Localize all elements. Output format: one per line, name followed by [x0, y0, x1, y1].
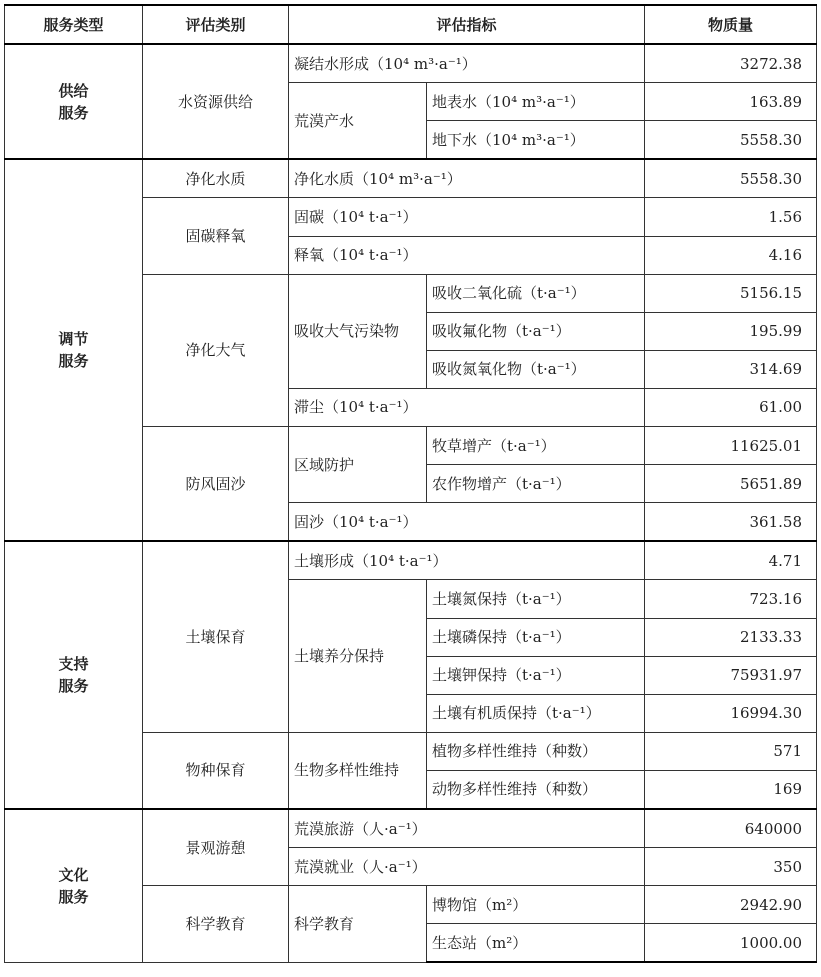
value-grass: 11625.01	[645, 427, 817, 465]
value-soil-p: 2133.33	[645, 618, 817, 656]
value-museum: 2942.90	[645, 886, 817, 924]
category-windbreak: 防风固沙	[143, 427, 289, 542]
table-row	[5, 809, 817, 848]
indicator-biodiversity: 生物多样性维持	[289, 732, 427, 809]
table-row	[5, 44, 817, 83]
table-row	[5, 159, 817, 198]
indicator-absorb-pollutants: 吸收大气污染物	[289, 274, 427, 388]
value-absorb-nox: 314.69	[645, 350, 817, 388]
table-container	[4, 4, 817, 963]
indicator-crop: 农作物增产（t·a⁻¹）	[427, 465, 645, 503]
indicator-desert-job: 荒漠就业（人·a⁻¹）	[289, 848, 645, 886]
indicator-soil-k: 土壤钾保持（t·a⁻¹）	[427, 656, 645, 694]
value-oxygen-release: 4.16	[645, 236, 817, 274]
indicator-region-protect: 区域防护	[289, 427, 427, 503]
indicator-ground-water: 地下水（10⁴ m³·a⁻¹）	[427, 121, 645, 160]
service-type-supply	[5, 44, 143, 159]
indicator-purify-water: 净化水质（10⁴ m³·a⁻¹）	[289, 159, 645, 198]
category-landscape: 景观游憩	[143, 809, 289, 886]
category-carbon-oxygen: 固碳释氧	[143, 198, 289, 274]
indicator-animal-diversity: 动物多样性维持（种数）	[427, 770, 645, 809]
table-row	[5, 541, 817, 580]
indicator-absorb-fluoride: 吸收氟化物（t·a⁻¹）	[427, 312, 645, 350]
indicator-condense: 凝结水形成（10⁴ m³·a⁻¹）	[289, 44, 645, 83]
service-type-label: 供给 服务	[58, 81, 89, 122]
category-soil: 土壤保育	[143, 541, 289, 732]
indicator-absorb-nox: 吸收氮氧化物（t·a⁻¹）	[427, 350, 645, 388]
value-condense: 3272.38	[645, 44, 817, 83]
service-type-support	[5, 541, 143, 809]
value-soil-k: 75931.97	[645, 656, 817, 694]
indicator-soil-n: 土壤氮保持（t·a⁻¹）	[427, 580, 645, 618]
indicator-soil-formation: 土壤形成（10⁴ t·a⁻¹）	[289, 541, 645, 580]
service-type-label: 文化 服务	[58, 865, 89, 906]
value-desert-tour: 640000	[645, 809, 817, 848]
indicator-desert-water: 荒漠产水	[289, 83, 427, 160]
category-species: 物种保育	[143, 732, 289, 809]
ecosystem-service-table	[4, 4, 817, 963]
header-row	[5, 5, 817, 44]
value-soil-n: 723.16	[645, 580, 817, 618]
value-animal-diversity: 169	[645, 770, 817, 809]
indicator-carbon-fix: 固碳（10⁴ t·a⁻¹）	[289, 198, 645, 236]
category-water-supply: 水资源供给	[143, 44, 289, 159]
value-purify-water: 5558.30	[645, 159, 817, 198]
value-ground-water: 5558.30	[645, 121, 817, 160]
category-science: 科学教育	[143, 886, 289, 963]
header-category: 评估类别	[143, 5, 289, 44]
value-soil-om: 16994.30	[645, 694, 817, 732]
value-crop: 5651.89	[645, 465, 817, 503]
indicator-museum: 博物馆（m²）	[427, 886, 645, 924]
value-sand-fix: 361.58	[645, 503, 817, 542]
service-type-label: 调节 服务	[58, 330, 89, 371]
indicator-sand-fix: 固沙（10⁴ t·a⁻¹）	[289, 503, 645, 542]
indicator-science: 科学教育	[289, 886, 427, 963]
header-indicator: 评估指标	[289, 5, 645, 44]
indicator-dust: 滞尘（10⁴ t·a⁻¹）	[289, 388, 645, 426]
indicator-absorb-so2: 吸收二氧化硫（t·a⁻¹）	[427, 274, 645, 312]
value-surface-water: 163.89	[645, 83, 817, 121]
value-soil-formation: 4.71	[645, 541, 817, 580]
header-quantity: 物质量	[645, 5, 817, 44]
value-dust: 61.00	[645, 388, 817, 426]
service-type-label: 支持 服务	[58, 655, 89, 696]
service-type-culture	[5, 809, 143, 962]
value-absorb-fluoride: 195.99	[645, 312, 817, 350]
value-absorb-so2: 5156.15	[645, 274, 817, 312]
indicator-oxygen-release: 释氧（10⁴ t·a⁻¹）	[289, 236, 645, 274]
value-plant-diversity: 571	[645, 732, 817, 770]
indicator-surface-water: 地表水（10⁴ m³·a⁻¹）	[427, 83, 645, 121]
indicator-soil-nutrient: 土壤养分保持	[289, 580, 427, 732]
indicator-eco-station: 生态站（m²）	[427, 924, 645, 963]
service-type-regulate	[5, 159, 143, 541]
category-purify-water: 净化水质	[143, 159, 289, 198]
value-eco-station: 1000.00	[645, 924, 817, 963]
value-desert-job: 350	[645, 848, 817, 886]
indicator-plant-diversity: 植物多样性维持（种数）	[427, 732, 645, 770]
indicator-soil-om: 土壤有机质保持（t·a⁻¹）	[427, 694, 645, 732]
category-purify-air: 净化大气	[143, 274, 289, 426]
value-carbon-fix: 1.56	[645, 198, 817, 236]
header-service-type: 服务类型	[5, 5, 143, 44]
indicator-grass: 牧草增产（t·a⁻¹）	[427, 427, 645, 465]
indicator-soil-p: 土壤磷保持（t·a⁻¹）	[427, 618, 645, 656]
indicator-desert-tour: 荒漠旅游（人·a⁻¹）	[289, 809, 645, 848]
